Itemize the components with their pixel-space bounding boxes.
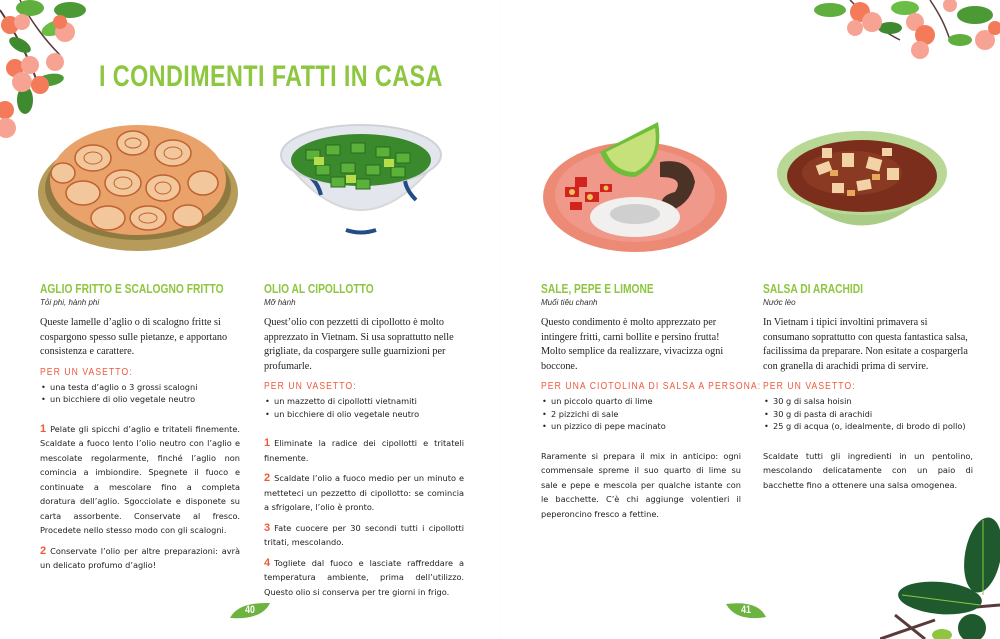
salt-pepper-lime-plate-illustration xyxy=(540,122,730,257)
ingredient-list xyxy=(763,395,973,433)
recipe-yield-label: PER UNA CIOTOLINA DI SALSA A PERSONA: xyxy=(541,380,762,392)
ingredient-list xyxy=(541,395,741,433)
ingredient-item: • 2 pizzichi di sale xyxy=(541,408,741,421)
recipe-title: OLIO AL CIPOLLOTTO xyxy=(264,282,374,296)
step-list xyxy=(264,436,464,599)
ingredient-item: • un bicchiere di olio vegetale neutro xyxy=(40,393,240,406)
page-number-right: 41 xyxy=(724,600,768,622)
recipe-intro: Quest’olio con pezzetti di cipollotto è molto apprezzato in Vietnam. Si usa soprattutto nelle grigliate, da cospargere sulle guarnizioni per profumarle. xyxy=(264,317,454,372)
ingredient-item: • un bicchiere di olio vegetale neutro xyxy=(264,408,464,421)
ingredient-item: • un pizzico di pepe macinato xyxy=(541,420,741,433)
page-title: I CONDIMENTI FATTI IN CASA xyxy=(99,60,443,94)
recipe-vietnamese-name: Muối tiêu chanh xyxy=(541,298,598,307)
recipe-intro: Questo condimento è molto apprezzato per intingere fritti, carni bollite e persino frutta! Molto semplice da realizzare, vivacizza ogni boccone. xyxy=(541,317,724,372)
recipe-intro: Queste lamelle d’aglio o di scalogno fritte si cospargono spesso sulle pietanze, e apportano consistenza e carattere. xyxy=(40,317,228,357)
recipe-peanut-sauce xyxy=(763,282,973,500)
scallion-oil-bowl-illustration xyxy=(276,115,446,255)
step-list xyxy=(40,422,240,573)
recipe-vietnamese-name: Nước lèo xyxy=(763,298,796,307)
step-item: 4 Togliete dal fuoco e lasciate raffreddare a temperatura ambiente, prima dell’utilizzo. Questo olio si conserva per tre giorni in frigo. xyxy=(264,556,464,597)
ingredient-list xyxy=(264,395,464,420)
ingredient-item: • 25 g di acqua (o, idealmente, di brodo di pollo) xyxy=(763,420,973,433)
recipe-title: SALE, PEPE E LIMONE xyxy=(541,282,654,296)
recipe-method: Raramente si prepara il mix in anticipo: ogni commensale spreme il suo quarto di lime su sale e pepe e mescola per qualche istante con le bacchette. C’è chi aggiunge volentieri il peperoncino fresco a fettine. xyxy=(541,450,741,519)
page-gutter xyxy=(500,0,501,639)
peanut-sauce-bowl-illustration xyxy=(772,118,952,258)
step-item: 1 Eliminate la radice dei cipollotti e tritateli finemente. xyxy=(264,437,464,463)
ingredient-item: • un piccolo quarto di lime xyxy=(541,395,741,408)
ingredient-item: • 30 g di pasta di arachidi xyxy=(763,408,973,421)
step-item: 2 Conservate l’olio per altre preparazioni: avrà un delicato profumo d’aglio! xyxy=(40,544,240,570)
step-item: 3 Fate cuocere per 30 secondi tutti i cipollotti tritati, mescolando. xyxy=(264,521,464,547)
ingredient-item: • una testa d’aglio o 3 grossi scalogni xyxy=(40,381,240,394)
recipe-yield-label: PER UN VASETTO: xyxy=(763,380,856,392)
recipe-vietnamese-name: Mỡ hành xyxy=(264,298,296,307)
recipe-salt-pepper-lime xyxy=(541,282,762,529)
recipe-fried-garlic xyxy=(40,282,240,579)
step-item: 2 Scaldate l’olio a fuoco medio per un minuto e metteteci un pezzetto di cipollotto: se comincia a sfrigolare, l’olio è pronto. xyxy=(264,472,464,512)
ingredient-list xyxy=(40,381,240,406)
recipe-title: AGLIO FRITTO E SCALOGNO FRITTO xyxy=(40,282,224,296)
recipe-vietnamese-name: Tỏi phi, hành phi xyxy=(40,298,100,307)
ingredient-item: • 30 g di salsa hoisin xyxy=(763,395,973,408)
page-number-left: 40 xyxy=(228,600,272,622)
recipe-scallion-oil xyxy=(264,282,464,605)
recipe-title: SALSA DI ARACHIDI xyxy=(763,282,864,296)
flower-branch-top-right-icon xyxy=(810,0,1000,65)
fried-garlic-basket-illustration xyxy=(33,108,243,258)
recipe-yield-label: PER UN VASETTO: xyxy=(40,365,133,378)
ingredient-item: • un mazzetto di cipollotti vietnamiti xyxy=(264,395,464,408)
step-item: 1 Pelate gli spicchi d’aglio e tritateli finemente. Scaldate a fuoco lento l’olio neutro con l’aglio e mescolate regolarmente, finché l’aglio non comincia a imbiondire. Spegnete il fuoco e continuate a mescolare fino a completa doratura dell’aglio. Sgocciolate e disponete su carta assorbente. Conservate al fresco. Procedete nello stesso modo con gli scalogni. xyxy=(40,422,240,535)
recipe-method: Scaldate tutti gli ingredienti in un pentolino, mescolando delicatamente con un paio di bacchette fino a ottenere una salsa omogenea. xyxy=(763,450,973,490)
leaves-bottom-right-icon xyxy=(880,510,1000,639)
recipe-intro: In Vietnam i tipici involtini primavera si consumano soprattutto con questa fantastica salsa, facilissima da preparare. Non esitate a cospargerla con granella di arachidi prima di servire. xyxy=(763,317,968,372)
recipe-yield-label: PER UN VASETTO: xyxy=(264,380,357,392)
